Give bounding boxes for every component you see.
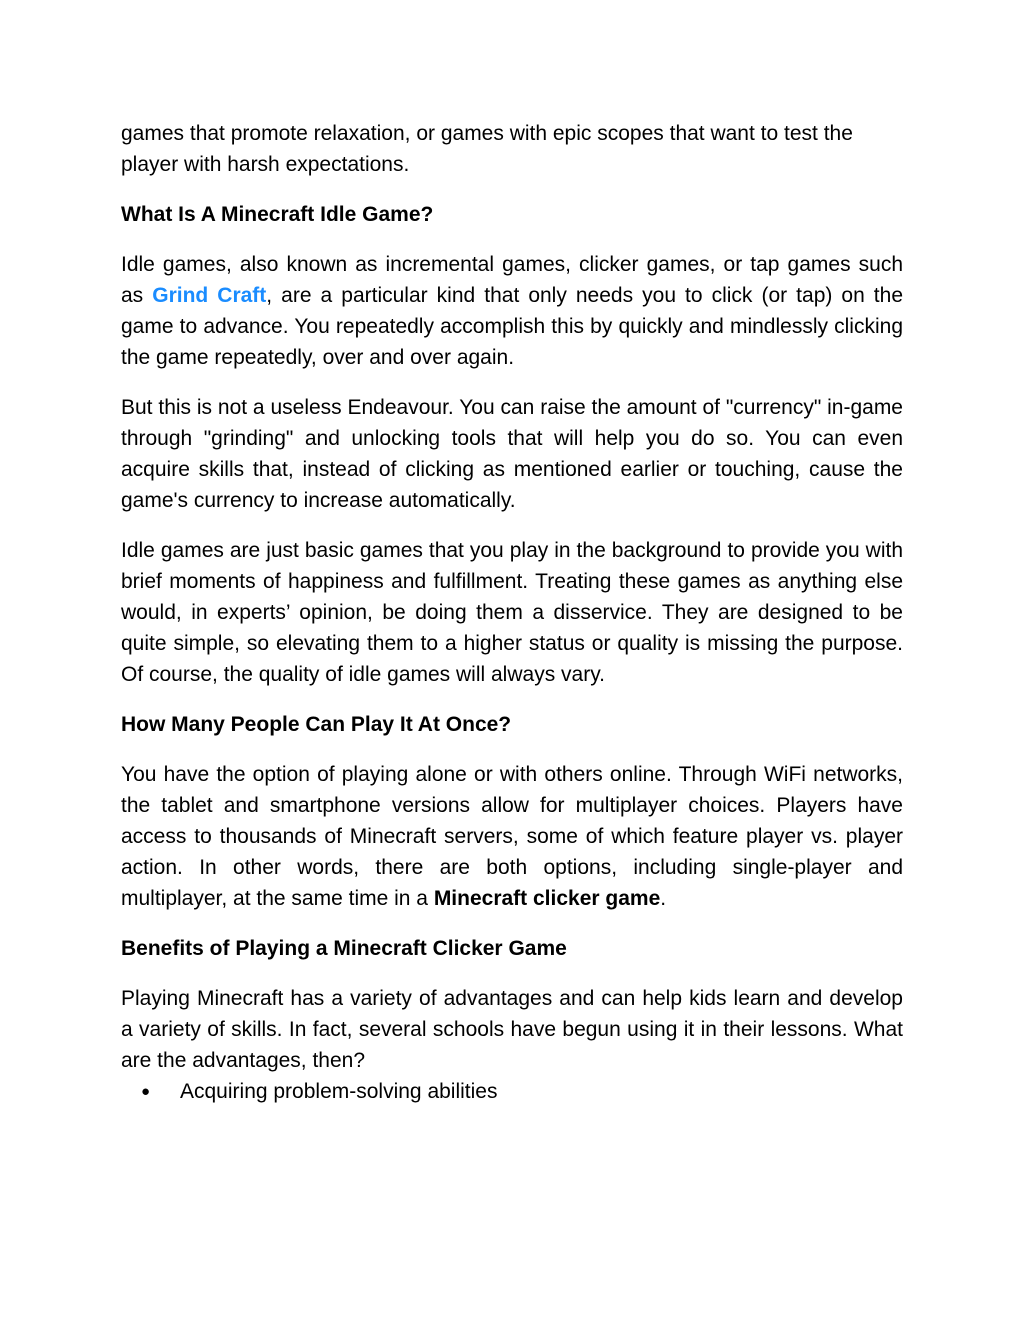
benefits-paragraph: Playing Minecraft has a variety of advantages and can help kids learn and develop a variety of skills. In fact, several schools have begun using it in their lessons. What are the advantages, then? (121, 987, 903, 1072)
multiplayer-text-after: . (660, 887, 667, 910)
intro-paragraph: games that promote relaxation, or games with epic scopes that want to test the player with harsh expectations. (121, 122, 853, 176)
minecraft-clicker-game-bold: Minecraft clicker game (433, 887, 661, 910)
heading-how-many-people: How Many People Can Play It At Once? (121, 713, 512, 736)
basic-games-paragraph: Idle games are just basic games that you play in the background to provide you with brief moments of happiness and fulfillment. Treating these games as anything else would, in experts’ opinion, be doing them a disservice. They are designed to be quite simple, so elevating them to a higher status or quality is missing the purpose. Of course, the quality of idle games will always vary. (121, 539, 903, 686)
bullet-icon: ● (141, 1083, 151, 1100)
idle-games-text-before: Idle games, also known as incremental games, clicker games, or tap games such as (121, 253, 903, 307)
benefits-list (121, 1076, 903, 1107)
idle-games-paragraph (121, 249, 903, 373)
list-item (121, 1076, 903, 1107)
multiplayer-paragraph (121, 759, 903, 914)
list-item-label: Acquiring problem-solving abilities (180, 1080, 498, 1103)
useless-endeavour-paragraph: But this is not a useless Endeavour. You can raise the amount of "currency" in-game through "grinding" and unlocking tools that will help you do so. You can even acquire skills that, instead of clicking as mentioned earlier or touching, cause the game's currency to increase automatically. (121, 396, 903, 512)
document-page (121, 118, 903, 1107)
grind-craft-link[interactable]: Grind Craft (152, 284, 267, 307)
heading-benefits: Benefits of Playing a Minecraft Clicker Game (121, 937, 567, 960)
heading-minecraft-idle-game: What Is A Minecraft Idle Game? (121, 203, 434, 226)
multiplayer-text-before: You have the option of playing alone or with others online. Through WiFi networks, the tablet and smartphone versions allow for multiplayer choices. Players have access to thousands of Minecraft servers, some of which feature player vs. player action. In other words, there are both options, including single-player and multiplayer, at the same time in a (121, 763, 903, 910)
idle-games-text-after: , are a particular kind that only needs you to click (or tap) on the game to advance. You repeatedly accomplish this by quickly and mindlessly clicking the game repeatedly, over and over again. (121, 284, 903, 369)
